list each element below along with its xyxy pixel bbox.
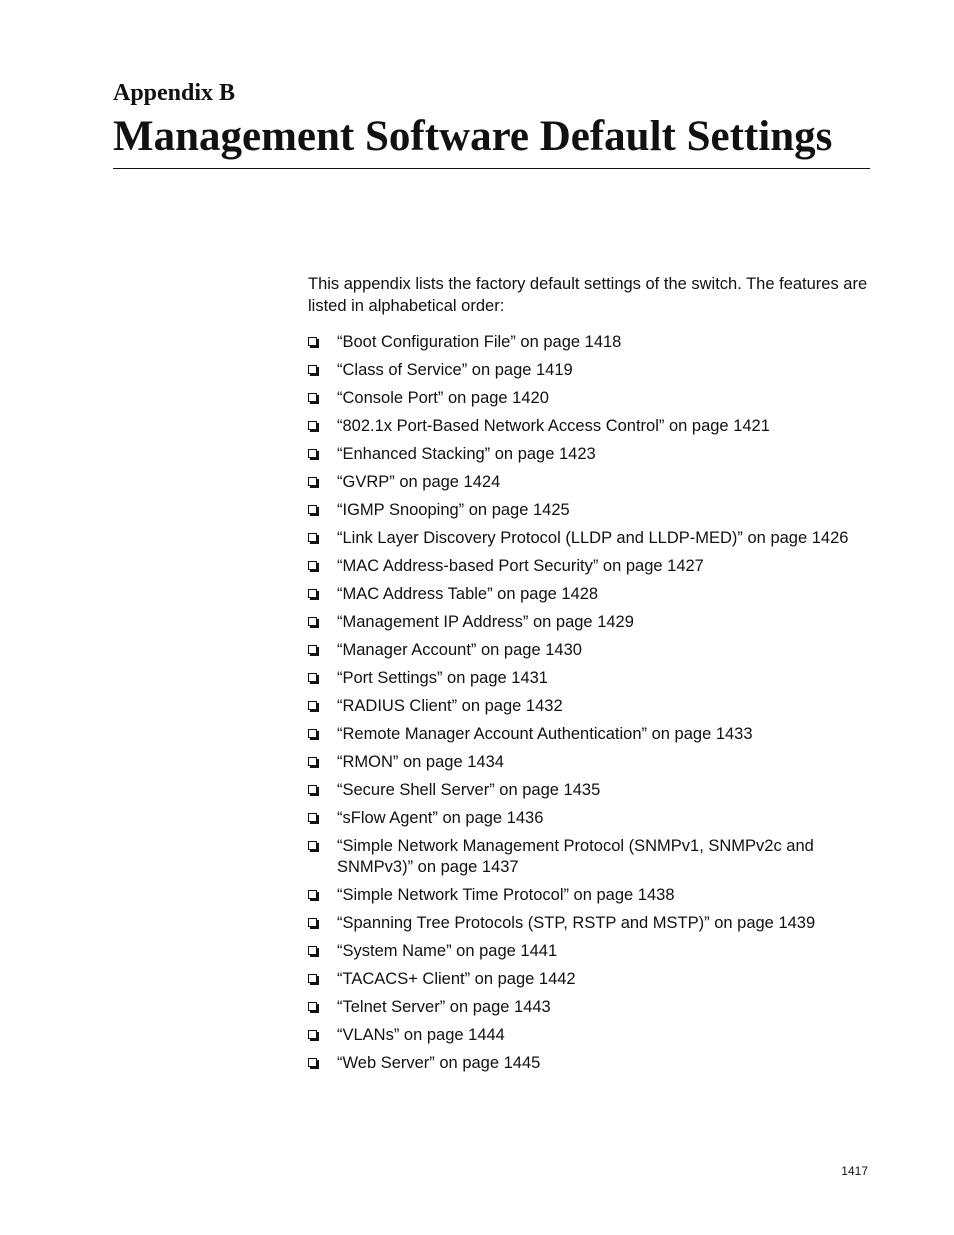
- toc-item[interactable]: [308, 836, 870, 878]
- toc-link[interactable]: “Class of Service” on page 1419: [337, 361, 573, 379]
- checkbox-bullet-icon: [308, 337, 317, 346]
- toc-link[interactable]: “Telnet Server” on page 1443: [337, 998, 551, 1016]
- checkbox-bullet-icon: [308, 785, 317, 794]
- toc-item[interactable]: [308, 472, 870, 493]
- checkbox-bullet-icon: [308, 393, 317, 402]
- checkbox-bullet-icon: [308, 617, 317, 626]
- checkbox-bullet-icon: [308, 421, 317, 430]
- toc-link[interactable]: “Port Settings” on page 1431: [337, 669, 548, 687]
- toc-item[interactable]: [308, 780, 870, 801]
- toc-item[interactable]: [308, 640, 870, 661]
- toc-item[interactable]: [308, 1053, 870, 1074]
- toc-item[interactable]: [308, 808, 870, 829]
- checkbox-bullet-icon: [308, 729, 317, 738]
- toc-link[interactable]: “MAC Address-based Port Security” on page 1427: [337, 557, 704, 575]
- toc-link[interactable]: “Spanning Tree Protocols (STP, RSTP and MSTP)” on page 1439: [337, 914, 816, 932]
- toc-item[interactable]: [308, 528, 870, 549]
- toc-link[interactable]: “GVRP” on page 1424: [337, 473, 501, 491]
- toc-item[interactable]: [308, 416, 870, 437]
- toc-item[interactable]: [308, 913, 870, 934]
- toc-link[interactable]: “IGMP Snooping” on page 1425: [337, 501, 570, 519]
- toc-link[interactable]: “Boot Configuration File” on page 1418: [337, 333, 622, 351]
- toc-list: [308, 332, 870, 1081]
- checkbox-bullet-icon: [308, 1002, 317, 1011]
- checkbox-bullet-icon: [308, 918, 317, 927]
- toc-item[interactable]: [308, 997, 870, 1018]
- title-divider: [113, 168, 870, 169]
- toc-link[interactable]: “TACACS+ Client” on page 1442: [337, 970, 576, 988]
- toc-link[interactable]: “sFlow Agent” on page 1436: [337, 809, 544, 827]
- checkbox-bullet-icon: [308, 757, 317, 766]
- toc-item[interactable]: [308, 360, 870, 381]
- toc-item[interactable]: [308, 724, 870, 745]
- toc-item[interactable]: [308, 444, 870, 465]
- toc-link[interactable]: “Remote Manager Account Authentication” on page 1433: [337, 725, 753, 743]
- checkbox-bullet-icon: [308, 477, 317, 486]
- toc-item[interactable]: [308, 752, 870, 773]
- toc-link[interactable]: “RADIUS Client” on page 1432: [337, 697, 563, 715]
- checkbox-bullet-icon: [308, 589, 317, 598]
- intro-paragraph: This appendix lists the factory default settings of the switch. The features are listed in alphabetical order:: [308, 275, 868, 315]
- toc-item[interactable]: [308, 668, 870, 689]
- toc-link[interactable]: “Console Port” on page 1420: [337, 389, 549, 407]
- toc-item[interactable]: [308, 332, 870, 353]
- toc-link[interactable]: “802.1x Port-Based Network Access Control” on page 1421: [337, 417, 770, 435]
- toc-link[interactable]: “Link Layer Discovery Protocol (LLDP and LLDP-MED)” on page 1426: [337, 529, 849, 547]
- checkbox-bullet-icon: [308, 1030, 317, 1039]
- toc-link[interactable]: “Enhanced Stacking” on page 1423: [337, 445, 596, 463]
- toc-link[interactable]: “Simple Network Time Protocol” on page 1438: [337, 886, 675, 904]
- checkbox-bullet-icon: [308, 533, 317, 542]
- checkbox-bullet-icon: [308, 1058, 317, 1067]
- checkbox-bullet-icon: [308, 890, 317, 899]
- toc-link[interactable]: “Secure Shell Server” on page 1435: [337, 781, 601, 799]
- toc-link[interactable]: “Web Server” on page 1445: [337, 1054, 541, 1072]
- toc-link[interactable]: “Management IP Address” on page 1429: [337, 613, 634, 631]
- checkbox-bullet-icon: [308, 449, 317, 458]
- toc-link[interactable]: “System Name” on page 1441: [337, 942, 558, 960]
- toc-item[interactable]: [308, 388, 870, 409]
- checkbox-bullet-icon: [308, 561, 317, 570]
- checkbox-bullet-icon: [308, 974, 317, 983]
- toc-item[interactable]: [308, 696, 870, 717]
- toc-link[interactable]: “RMON” on page 1434: [337, 753, 504, 771]
- toc-link[interactable]: “MAC Address Table” on page 1428: [337, 585, 599, 603]
- checkbox-bullet-icon: [308, 365, 317, 374]
- toc-item[interactable]: [308, 500, 870, 521]
- checkbox-bullet-icon: [308, 645, 317, 654]
- appendix-label: Appendix B: [113, 80, 236, 106]
- toc-item[interactable]: [308, 941, 870, 962]
- page-number: 1417: [841, 1164, 868, 1178]
- checkbox-bullet-icon: [308, 505, 317, 514]
- toc-link[interactable]: “VLANs” on page 1444: [337, 1026, 505, 1044]
- toc-item[interactable]: [308, 885, 870, 906]
- toc-link[interactable]: “Manager Account” on page 1430: [337, 641, 582, 659]
- checkbox-bullet-icon: [308, 946, 317, 955]
- checkbox-bullet-icon: [308, 701, 317, 710]
- checkbox-bullet-icon: [308, 673, 317, 682]
- toc-item[interactable]: [308, 969, 870, 990]
- toc-item[interactable]: [308, 556, 870, 577]
- toc-item[interactable]: [308, 1025, 870, 1046]
- checkbox-bullet-icon: [308, 841, 317, 850]
- checkbox-bullet-icon: [308, 813, 317, 822]
- page-title: Management Software Default Settings: [113, 113, 833, 160]
- toc-link[interactable]: “Simple Network Management Protocol (SNMPv1, SNMPv2c and SNMPv3)” on page 1437: [337, 837, 814, 876]
- toc-item[interactable]: [308, 584, 870, 605]
- toc-item[interactable]: [308, 612, 870, 633]
